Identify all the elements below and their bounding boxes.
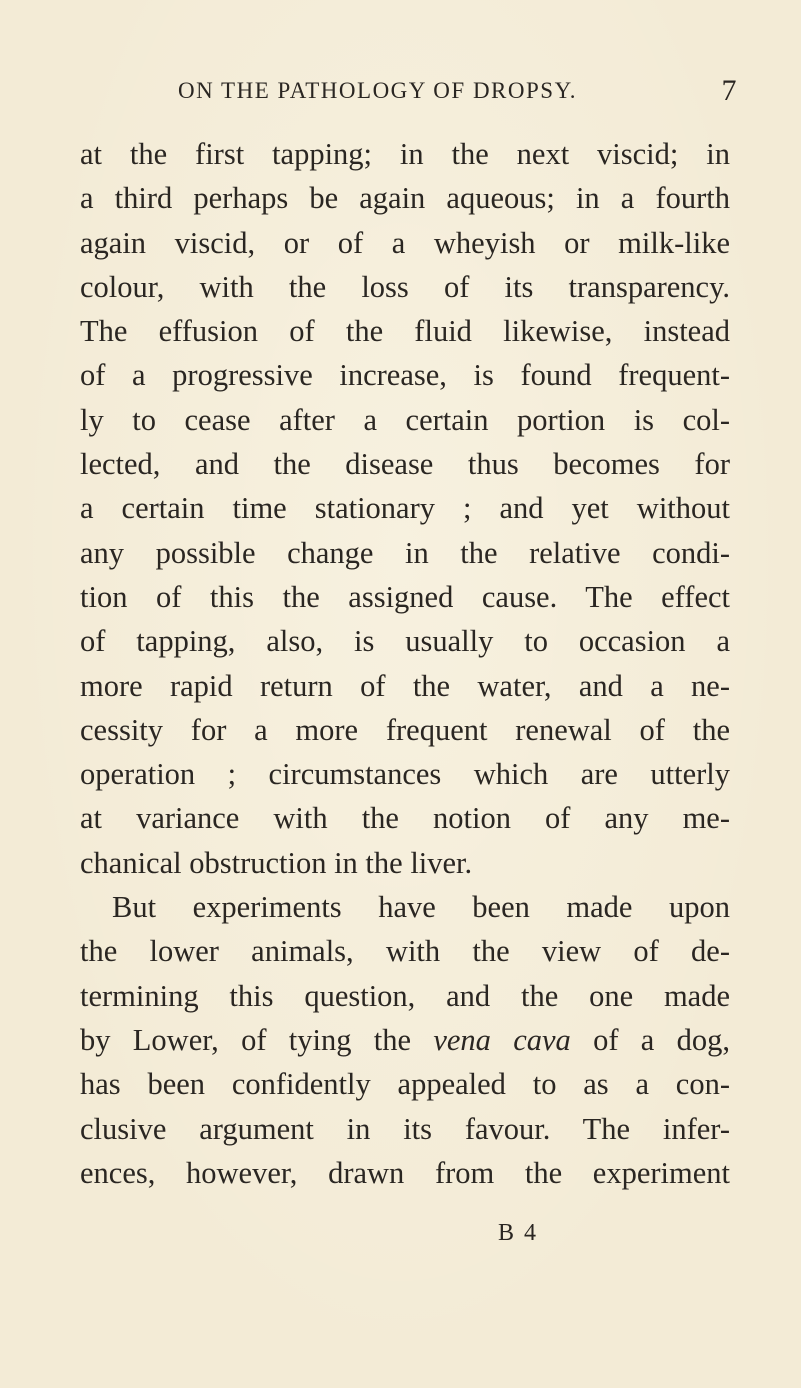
body-text [80,132,730,1195]
text-line: ences, however, drawn from the experiment [80,1155,730,1190]
text-line: lected, and the disease thus becomes for [80,447,730,482]
text-line: chanical obstruction in the liver. [80,845,473,880]
text-line: operation ; circumstances which are utterly [80,757,730,792]
text-line: of a progressive increase, is found frequent- [80,358,730,393]
text-line: colour, with the loss of its transparency. [80,269,730,304]
text-line: clusive argument in its favour. The infer- [80,1111,730,1146]
text-line: cessity for a more frequent renewal of the [80,712,730,747]
text-line: a certain time stationary ; and yet without [80,491,730,526]
text-line: has been confidently appealed to as a con- [80,1067,730,1102]
text-line: ly to cease after a certain portion is col- [80,402,730,437]
text-line: any possible change in the relative condi- [80,535,730,570]
text-line: again viscid, or of a wheyish or milk-like [80,225,730,260]
text-line: at variance with the notion of any me- [80,801,730,836]
signature-mark: B 4 [498,1220,539,1246]
page-header [178,74,738,114]
paragraph-start-line: But experiments have been made upon [112,890,730,925]
text-segment: by Lower, of tying the [80,1022,434,1057]
text-line: of tapping, also, is usually to occasion a [80,624,730,659]
text-line: The effusion of the fluid likewise, instead [80,314,730,349]
text-line: termining this question, and the one made [80,978,730,1013]
text-line-vena-cava [80,1018,730,1062]
text-segment: of a dog, [570,1022,730,1057]
italic-term: vena cava [433,1022,571,1057]
text-line: at the first tapping; in the next viscid; in [80,137,730,171]
text-line: a third perhaps be again aqueous; in a fourth [80,181,730,216]
text-line: the lower animals, with the view of de- [80,934,730,969]
text-line: tion of this the assigned cause. The effect [80,579,730,614]
text-line: more rapid return of the water, and a ne- [80,668,730,703]
page-number: 7 [721,74,738,107]
running-title: ON THE PATHOLOGY OF DROPSY. [178,78,577,103]
